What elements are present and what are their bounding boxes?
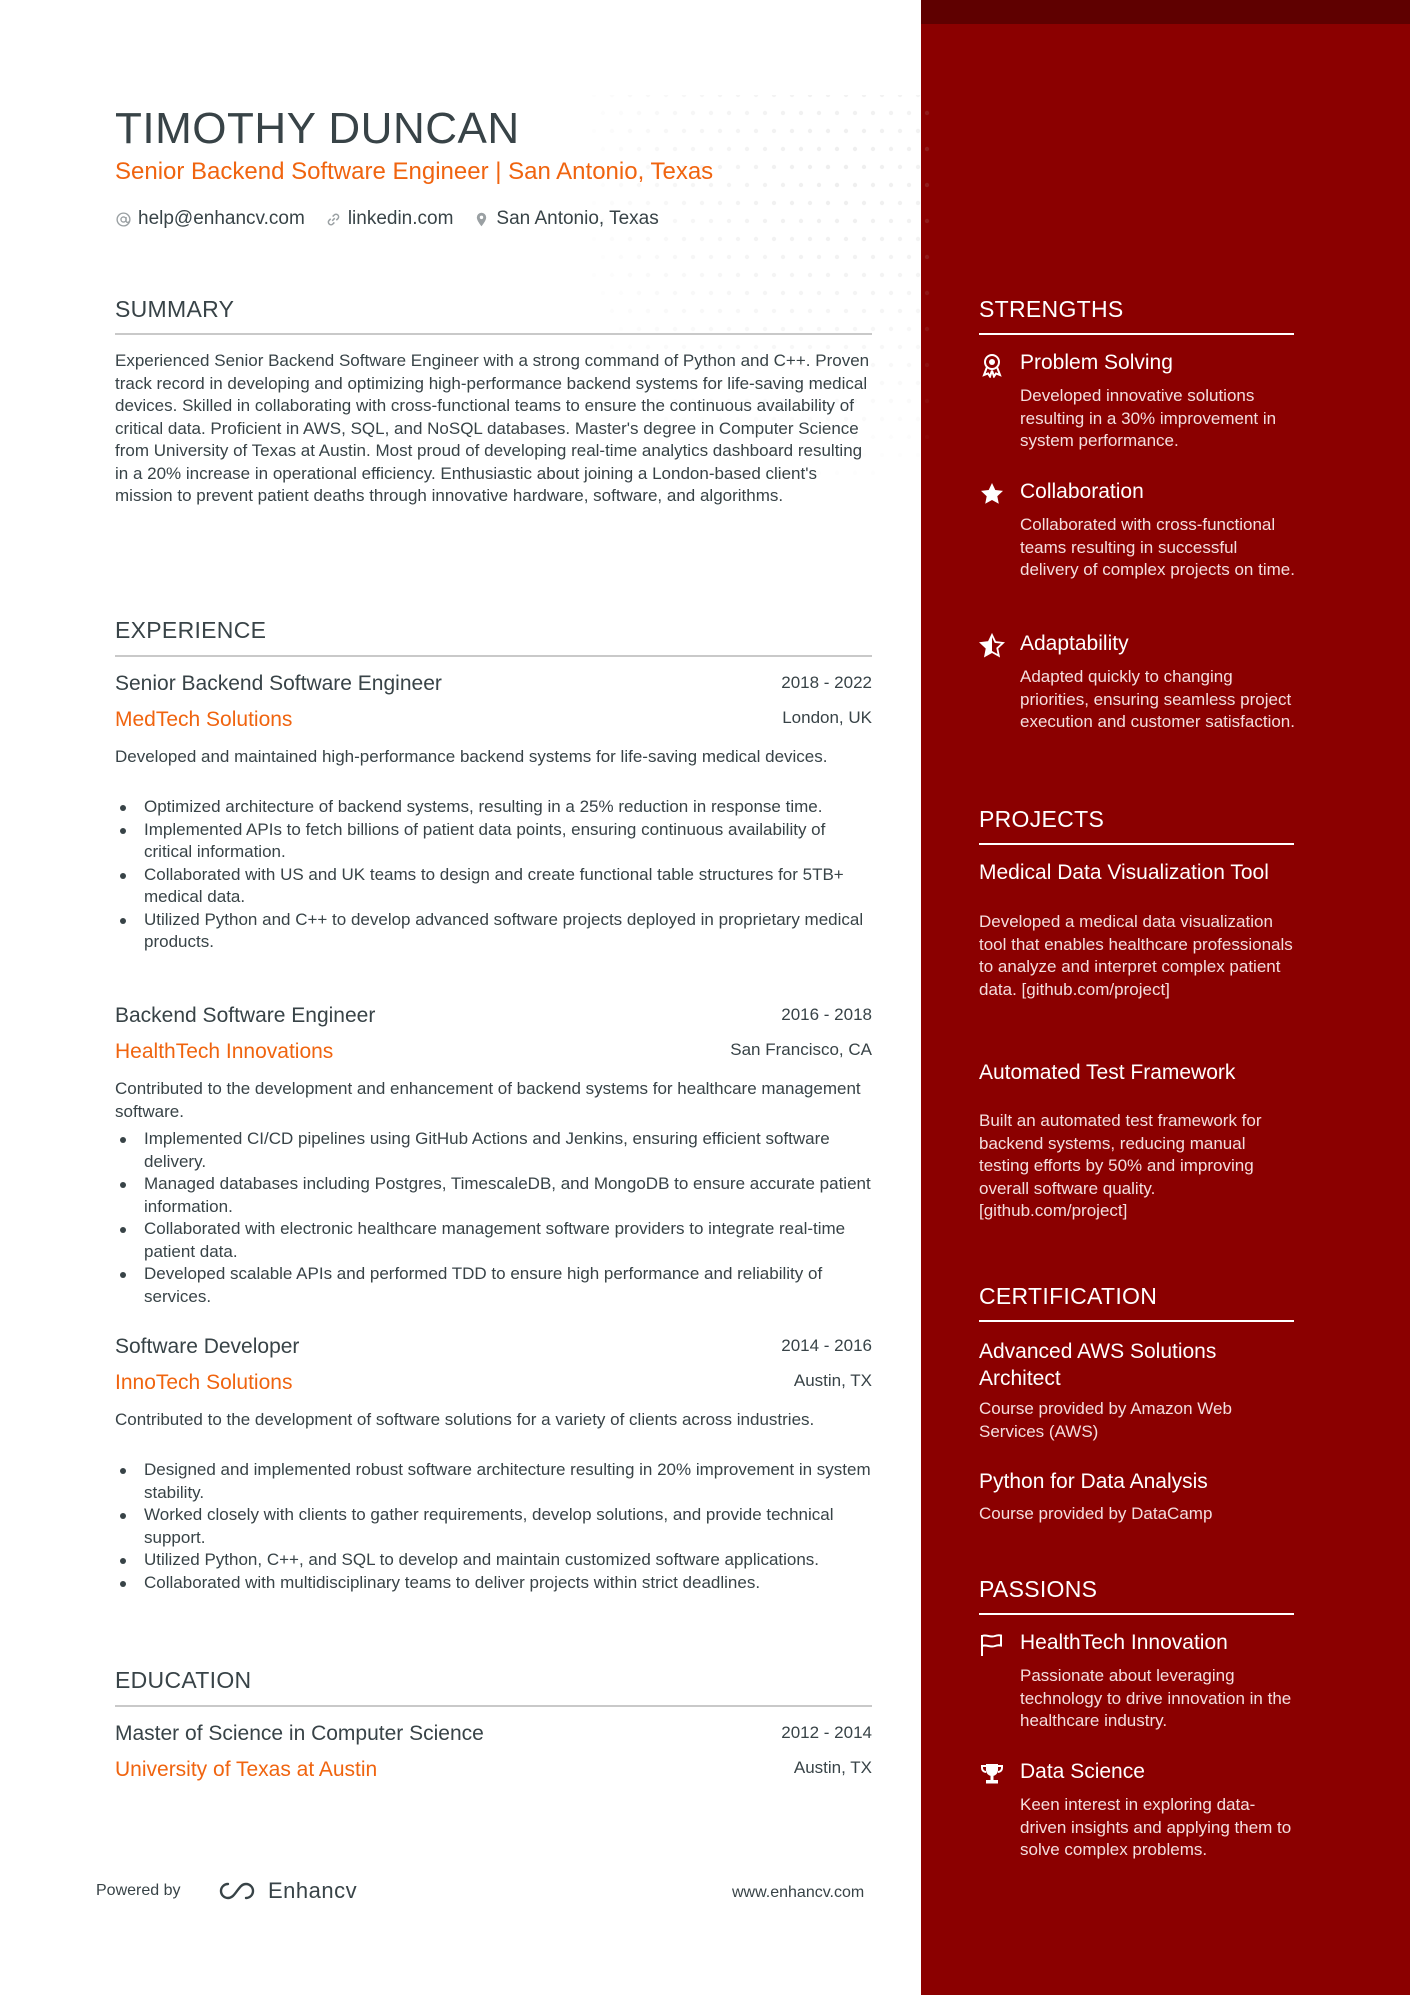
project-name: Automated Test Framework xyxy=(979,1061,1236,1084)
job-bullets xyxy=(115,1128,872,1308)
strength-text: Adapted quickly to changing priorities, ensuring seamless project execution and customer satisfaction. xyxy=(1020,667,1295,731)
summary-title: SUMMARY xyxy=(115,296,235,322)
link-icon xyxy=(325,211,342,228)
education-school[interactable]: University of Texas at Austin xyxy=(115,1758,378,1781)
education-dates: 2012 - 2014 xyxy=(781,1723,872,1742)
star-icon xyxy=(979,481,1005,507)
job-company[interactable]: HealthTech Innovations xyxy=(115,1040,334,1063)
strength-name: Adaptability xyxy=(1020,632,1129,655)
award-icon xyxy=(979,352,1005,378)
passion-text: Passionate about leveraging technology to drive innovation in the healthcare industry. xyxy=(1020,1666,1292,1730)
job-description: Contributed to the development and enhancement of backend systems for healthcare management software. xyxy=(115,1079,861,1121)
education-location: Austin, TX xyxy=(793,1758,872,1777)
job-title: Backend Software Engineer xyxy=(115,1004,376,1027)
job-bullet: Implemented APIs to fetch billions of patient data points, ensuring continuous availability of critical information. xyxy=(115,819,872,864)
strength-name: Problem Solving xyxy=(1020,351,1173,374)
job-dates: 2014 - 2016 xyxy=(781,1336,872,1355)
passion-name: Data Science xyxy=(1020,1760,1145,1783)
passion-text: Keen interest in exploring data-driven insights and applying them to solve complex problems. xyxy=(1020,1795,1292,1859)
job-bullet: Managed databases including Postgres, TimescaleDB, and MongoDB to ensure accurate patient information. xyxy=(115,1173,872,1218)
education-title: EDUCATION xyxy=(115,1667,252,1693)
contact-linkedin-text: linkedin.com xyxy=(347,208,454,229)
star-half-icon xyxy=(979,633,1005,659)
contact-location-text: San Antonio, Texas xyxy=(496,208,659,229)
job-bullet: Collaborated with electronic healthcare management software providers to integrate real-time patient data. xyxy=(115,1218,872,1263)
certification-divider xyxy=(979,1320,1294,1322)
job-location: London, UK xyxy=(782,708,872,727)
job-company[interactable]: MedTech Solutions xyxy=(115,708,293,731)
job-bullet: Implemented CI/CD pipelines using GitHub Actions and Jenkins, ensuring efficient software delivery. xyxy=(115,1128,872,1173)
passion-name: HealthTech Innovation xyxy=(1020,1631,1228,1654)
job-title: Software Developer xyxy=(115,1335,300,1358)
job-bullet: Utilized Python and C++ to develop advanced software projects deployed in proprietary medical products. xyxy=(115,909,872,954)
candidate-subtitle: Senior Backend Software Engineer | San Antonio, Texas xyxy=(115,158,714,185)
certification-name: Python for Data Analysis xyxy=(979,1470,1208,1493)
job-location: Austin, TX xyxy=(793,1371,872,1390)
certification-text: Course provided by Amazon Web Services (AWS) xyxy=(979,1399,1232,1441)
job-location: San Francisco, CA xyxy=(730,1040,872,1059)
flag-icon xyxy=(979,1632,1005,1658)
experience-divider xyxy=(115,655,872,657)
job-company[interactable]: InnoTech Solutions xyxy=(115,1371,293,1394)
job-bullet: Collaborated with US and UK teams to design and create functional table structures for 5TB+ medical data. xyxy=(115,864,872,909)
strengths-divider xyxy=(979,333,1294,335)
strength-text: Collaborated with cross-functional teams resulting in successful delivery of complex projects on time. xyxy=(1020,515,1295,579)
project-text: Developed a medical data visualization tool that enables healthcare professionals to analyze and interpret complex patient data. [github.com/project] xyxy=(979,912,1293,999)
job-description: Developed and maintained high-performance backend systems for life-saving medical devices. xyxy=(115,747,828,766)
job-bullet: Optimized architecture of backend systems, resulting in a 25% reduction in response time. xyxy=(115,796,872,819)
project-name: Medical Data Visualization Tool xyxy=(979,861,1269,884)
project-text: Built an automated test framework for backend systems, reducing manual testing efforts by 50% and improving overall software quality. [github.com/project] xyxy=(979,1111,1262,1220)
job-description: Contributed to the development of software solutions for a variety of clients across industries. xyxy=(115,1410,815,1429)
certification-title: CERTIFICATION xyxy=(979,1283,1158,1309)
job-bullets xyxy=(115,796,872,954)
contact-row xyxy=(115,208,659,230)
trophy-icon xyxy=(979,1761,1005,1787)
contact-location xyxy=(473,208,658,230)
job-title: Senior Backend Software Engineer xyxy=(115,672,442,695)
candidate-name: TIMOTHY DUNCAN xyxy=(115,104,520,153)
projects-divider xyxy=(979,843,1294,845)
job-dates: 2016 - 2018 xyxy=(781,1005,872,1024)
website-link[interactable]: www.enhancv.com xyxy=(732,1884,865,1901)
summary-text: Experienced Senior Backend Software Engineer with a strong command of Python and C++. Proven track record in developing and optimizing high-performance backend systems for life-saving medical devices. Skilled in collaborating with cross-functional teams to ensure the continuous availability of critical data. Proficient in AWS, SQL, and NoSQL databases. Master's degree in Computer Science from University of Texas at Austin. Most proud of developing real-time analytics dashboard resulting in a 20% increase in operational efficiency. Enthusiastic about joining a London-based client's mission to prevent patient deaths through innovative hardware, software, and algorithms. xyxy=(115,351,870,505)
job-dates: 2018 - 2022 xyxy=(781,673,872,692)
certification-name: Advanced AWS Solutions Architect xyxy=(979,1340,1217,1390)
at-icon xyxy=(115,211,132,228)
job-bullets xyxy=(115,1459,872,1594)
summary-divider xyxy=(115,333,872,335)
job-bullet: Developed scalable APIs and performed TDD to ensure high performance and reliability of services. xyxy=(115,1263,872,1308)
powered-by-label: Powered by xyxy=(96,1882,181,1899)
education-degree: Master of Science in Computer Science xyxy=(115,1722,484,1745)
contact-linkedin[interactable] xyxy=(325,208,454,230)
passions-title: PASSIONS xyxy=(979,1576,1098,1602)
enhancv-logo-text: Enhancv xyxy=(268,1878,358,1903)
job-bullet: Designed and implemented robust software architecture resulting in 20% improvement in system stability. xyxy=(115,1459,872,1504)
experience-title: EXPERIENCE xyxy=(115,617,267,643)
sidebar-top-band xyxy=(921,0,1410,24)
education-divider xyxy=(115,1705,872,1707)
job-bullet: Worked closely with clients to gather requirements, develop solutions, and provide technical support. xyxy=(115,1504,872,1549)
contact-email[interactable] xyxy=(115,208,305,230)
enhancv-logo-mark-icon xyxy=(214,1878,260,1904)
job-bullet: Collaborated with multidisciplinary teams to deliver projects within strict deadlines. xyxy=(115,1572,872,1595)
certification-text: Course provided by DataCamp xyxy=(979,1504,1213,1523)
strength-name: Collaboration xyxy=(1020,480,1144,503)
job-bullet: Utilized Python, C++, and SQL to develop and maintain customized software applications. xyxy=(115,1549,872,1572)
projects-title: PROJECTS xyxy=(979,806,1105,832)
enhancv-logo[interactable] xyxy=(214,1878,357,1904)
contact-email-text: help@enhancv.com xyxy=(138,208,305,229)
map-pin-icon xyxy=(473,211,490,228)
strength-text: Developed innovative solutions resulting in a 30% improvement in system performance. xyxy=(1020,386,1277,450)
passions-divider xyxy=(979,1613,1294,1615)
strengths-title: STRENGTHS xyxy=(979,296,1124,322)
